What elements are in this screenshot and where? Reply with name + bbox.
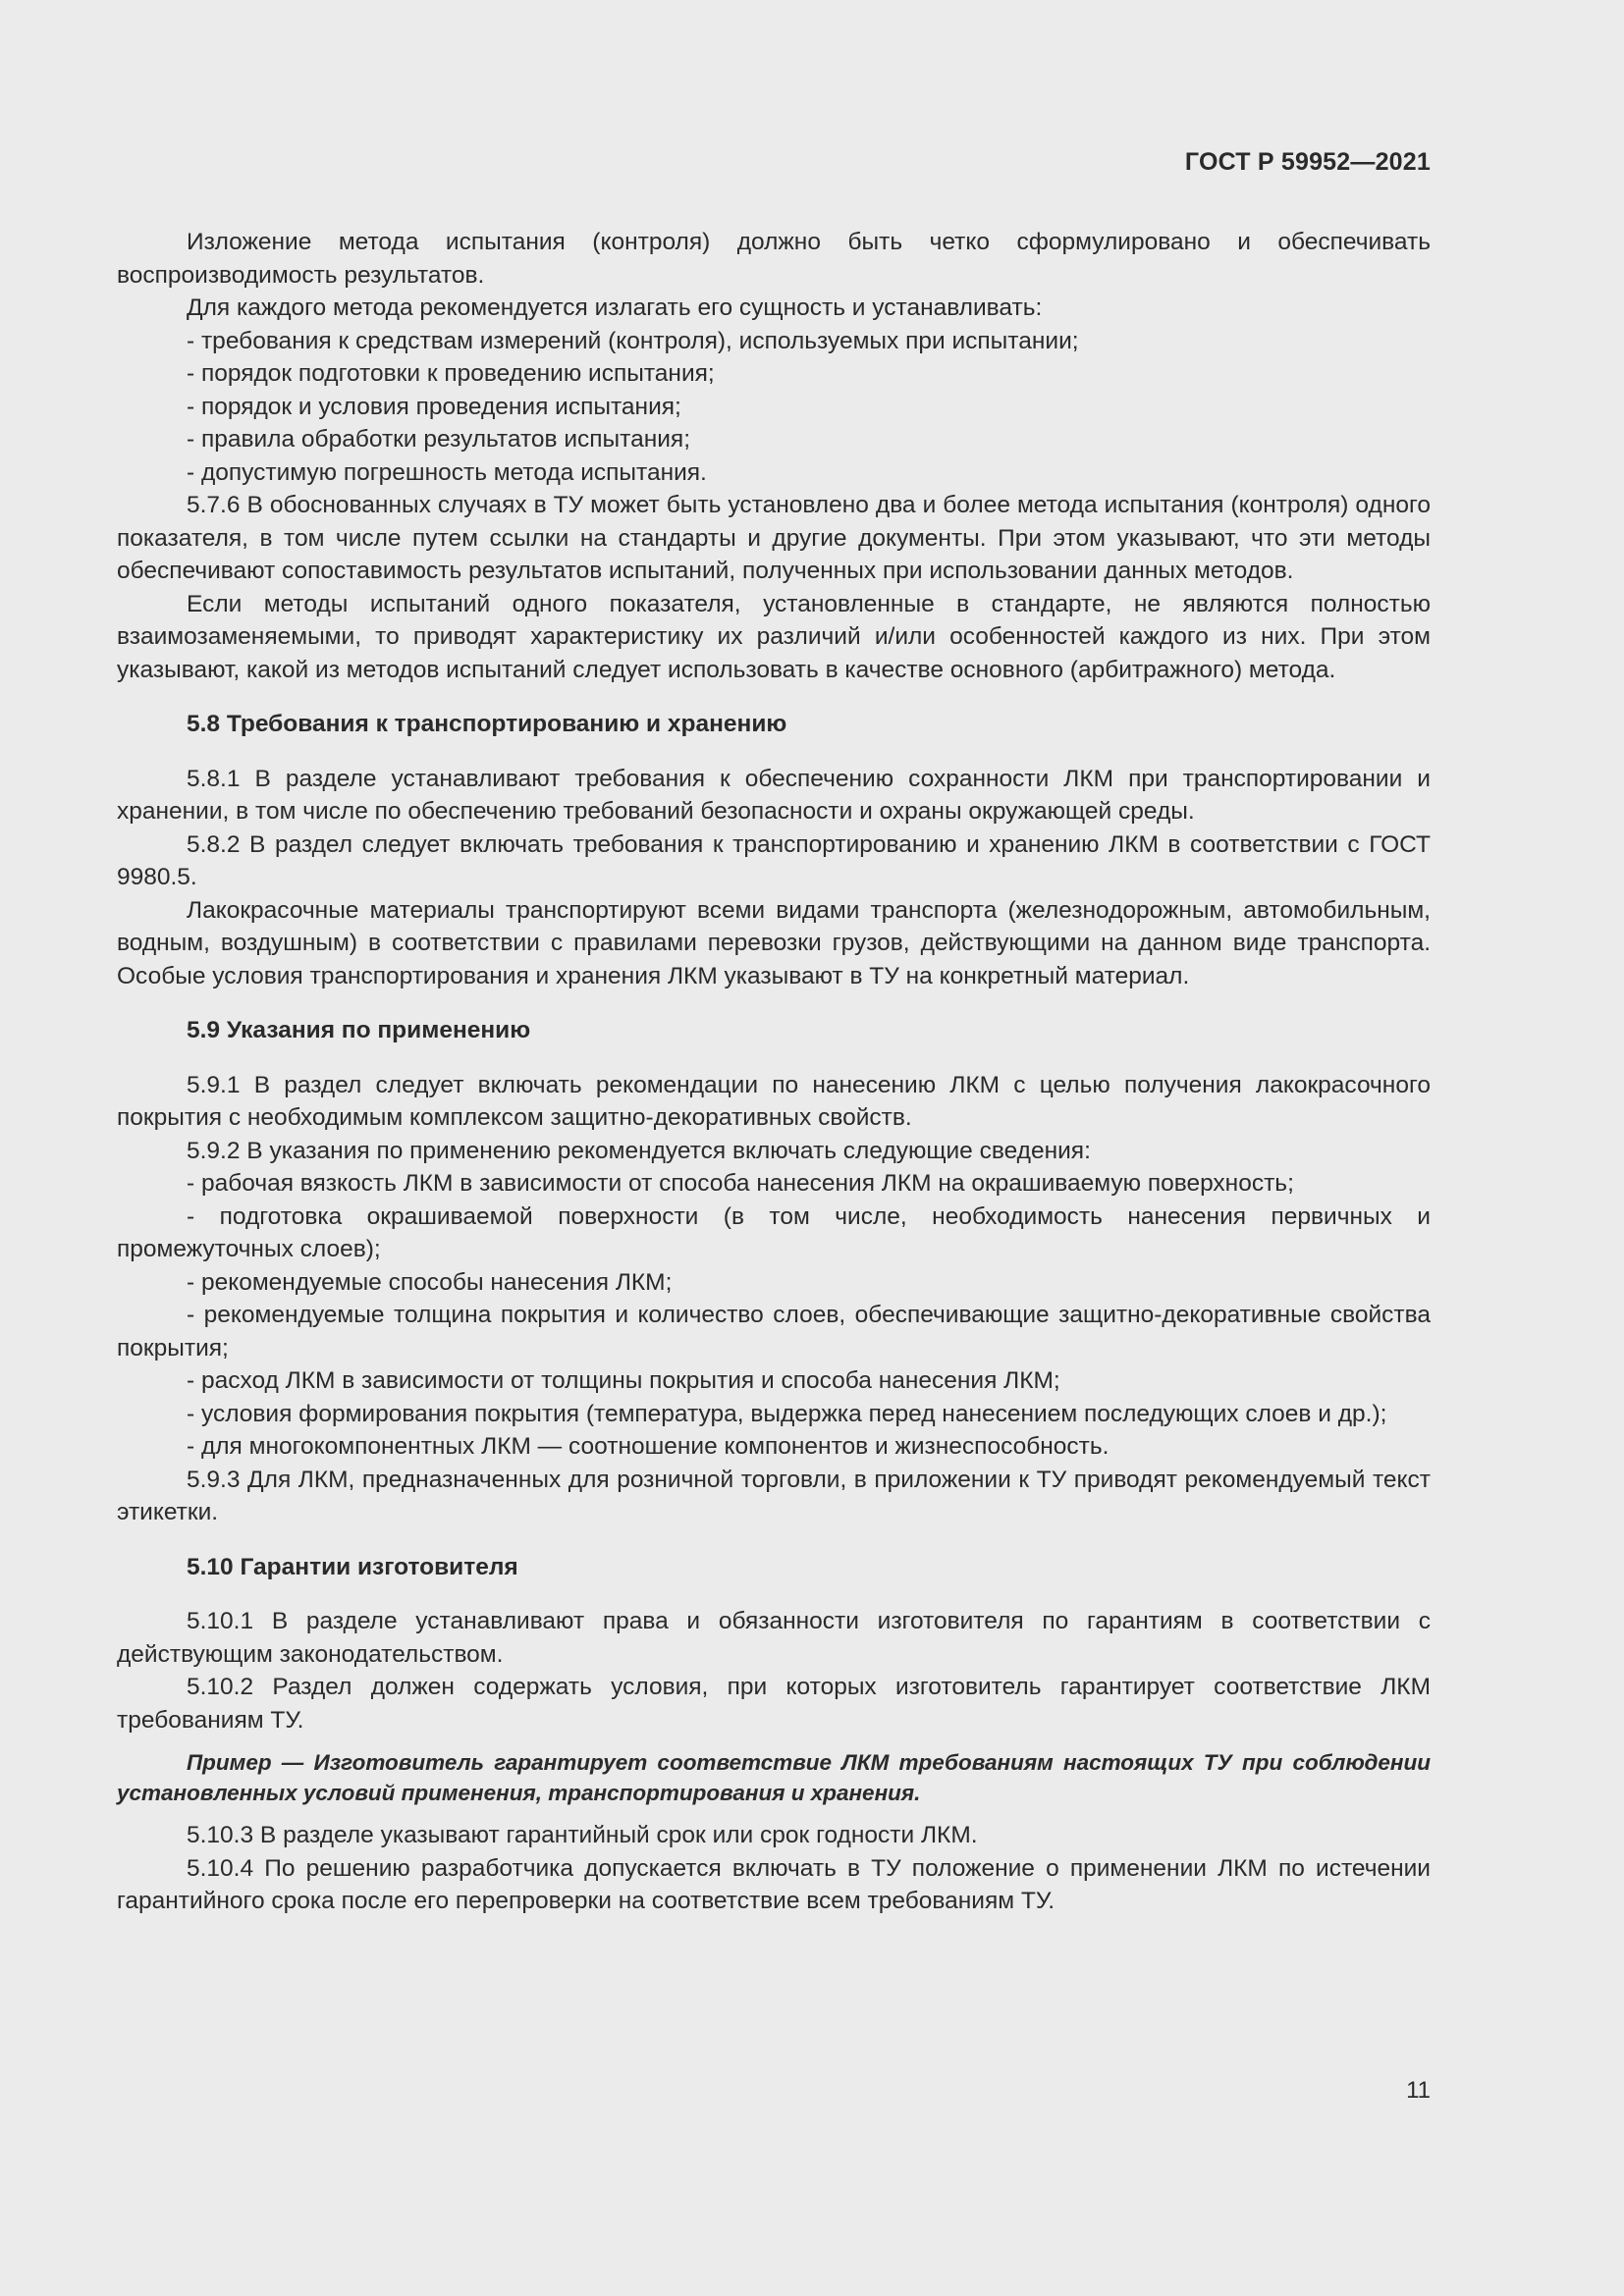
section-heading: 5.10 Гарантии изготовителя [187, 1553, 518, 1580]
paragraph: 5.10.1 В разделе устанавливают права и обязанности изготовителя по гарантиям в соответствии с действующим законодательством. [117, 1608, 1431, 1668]
paragraph: 5.10.3 В разделе указывают гарантийный срок или срок годности ЛКМ. [187, 1822, 978, 1848]
document-header: ГОСТ Р 59952—2021 [1184, 148, 1431, 176]
list-item: - порядок и условия проведения испытания; [187, 393, 681, 420]
paragraph: 5.9.1 В раздел следует включать рекомендации по нанесению ЛКМ с целью получения лакокрасочного покрытия с необходимым комплексом защитно-декоративных свойств. [117, 1071, 1431, 1131]
paragraph: 5.9.3 Для ЛКМ, предназначенных для розничной торговли, в приложении к ТУ приводят рекомендуемый текст этикетки. [117, 1466, 1431, 1525]
paragraph: 5.9.2 В указания по применению рекомендуется включать следующие сведения: [187, 1137, 1091, 1164]
paragraph: - рекомендуемые толщина покрытия и количество слоев, обеспечивающие защитно-декоративные свойства покрытия; [117, 1302, 1431, 1362]
paragraph: Лакокрасочные материалы транспортируют всеми видами транспорта (железнодорожным, автомобильным, водным, воздушным) в соответствии с правилами перевозки грузов, действующими на данном виде транспорта. Особые условия транспортирования и хранения ЛКМ указывают в ТУ на конкретный материал. [117, 896, 1431, 989]
paragraph: 5.8.2 В раздел следует включать требования к транспортированию и хранению ЛКМ в соответствии с ГОСТ 9980.5. [117, 830, 1431, 890]
paragraph: 5.8.1 В разделе устанавливают требования к обеспечению сохранности ЛКМ при транспортировании и хранении, в том числе по обеспечению требований безопасности и охраны окружающей среды. [117, 765, 1431, 825]
paragraph: 5.7.6 В обоснованных случаях в ТУ может быть установлено два и более метода испытания (контроля) одного показателя, в том числе путем ссылки на стандарты и другие документы. При этом указывают, что эти методы обеспечивают сопоставимость результатов испытаний, полученных при использовании данных методов. [117, 492, 1431, 584]
list-item: - рекомендуемые способы нанесения ЛКМ; [187, 1268, 673, 1296]
example-note: Пример — Изготовитель гарантирует соответствие ЛКМ требованиям настоящих ТУ при соблюдении установленных условий применения, транспортирования и хранения. [117, 1750, 1431, 1805]
paragraph: - условия формирования покрытия (температура, выдержка перед нанесением последующих слоев и др.); [187, 1400, 1387, 1427]
list-item: - рабочая вязкость ЛКМ в зависимости от способа нанесения ЛКМ на окрашиваемую поверхность; [187, 1170, 1294, 1197]
list-item: - для многокомпонентных ЛКМ — соотношение компонентов и жизнеспособность. [187, 1433, 1110, 1460]
list-item: - порядок подготовки к проведению испытания; [187, 360, 715, 387]
section-heading: 5.8 Требования к транспортированию и хранению [187, 711, 787, 737]
paragraph: 5.10.4 По решению разработчика допускается включать в ТУ положение о применении ЛКМ по истечении гарантийного срока после его перепроверки на соответствие всем требованиям ТУ. [117, 1854, 1431, 1914]
paragraph: Изложение метода испытания (контроля) должно быть четко сформулировано и обеспечивать воспроизводимость результатов. [117, 229, 1431, 289]
list-item: - допустимую погрешность метода испытания. [187, 458, 707, 486]
section-heading: 5.9 Указания по применению [187, 1017, 531, 1043]
paragraph: - подготовка окрашиваемой поверхности (в том числе, необходимость нанесения первичных и промежуточных слоев); [117, 1202, 1431, 1262]
list-item: - требования к средствам измерений (контроля), используемых при испытании; [187, 327, 1079, 354]
paragraph: Для каждого метода рекомендуется излагать его сущность и устанавливать: [187, 294, 1043, 321]
document-body [117, 226, 1431, 1918]
list-item: - расход ЛКМ в зависимости от толщины покрытия и способа нанесения ЛКМ; [187, 1367, 1060, 1394]
page-number: 11 [1406, 2077, 1431, 2104]
list-item: - правила обработки результатов испытания; [187, 426, 691, 453]
paragraph: Если методы испытаний одного показателя, установленные в стандарте, не являются полностью взаимозаменяемыми, то приводят характеристику их различий и/или особенностей каждого из них. При этом указывают, какой из методов испытаний следует использовать в качестве основного (арбитражного) метода. [117, 590, 1431, 683]
paragraph: 5.10.2 Раздел должен содержать условия, при которых изготовитель гарантирует соответствие ЛКМ требованиям ТУ. [117, 1674, 1431, 1734]
